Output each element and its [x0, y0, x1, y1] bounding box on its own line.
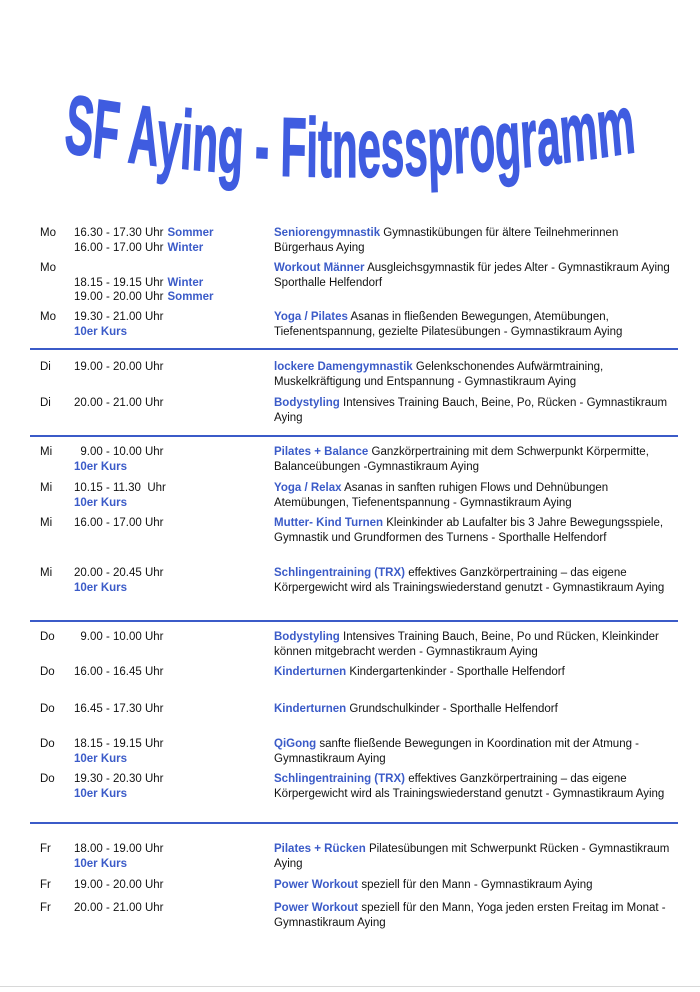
course-text: speziell für den Mann, Yoga jeden ersten Freitag im Monat - Gymnastikraum Aying: [274, 902, 666, 929]
entry-day: Mi: [40, 567, 53, 579]
entry-day: Do: [40, 738, 55, 750]
time-line: [74, 516, 164, 531]
time-tag: 10er Kurs: [74, 787, 128, 800]
time-range: 16.00 - 17.00 Uhr: [74, 241, 164, 254]
day-separator: [30, 348, 678, 350]
course-text: speziell für den Mann - Gymnastikraum Aying: [361, 879, 593, 891]
entry-day: Do: [40, 703, 55, 715]
entry-description: [274, 630, 674, 659]
entry-time: [74, 360, 164, 375]
course-name: lockere Damengymnastik: [274, 361, 413, 373]
course-name: Kinderturnen: [274, 666, 347, 678]
time-line: [74, 276, 214, 291]
course-name: Seniorengymnastik: [274, 227, 381, 239]
time-range: 19.00 - 20.00 Uhr: [74, 291, 164, 303]
entry-day: Mo: [40, 262, 56, 274]
entry-day: Fr: [40, 879, 51, 891]
course-name: Schlingentraining (TRX): [274, 773, 405, 785]
entry-time: [74, 878, 164, 893]
time-line: [74, 772, 164, 787]
course-name: Yoga / Pilates: [274, 311, 348, 323]
course-name: Bodystyling: [274, 397, 340, 409]
entry-description: [274, 901, 674, 930]
entry-time: [74, 481, 166, 510]
course-text: Gelenkschonendes Aufwärmtraining, Muskelkräftigung und Entspannung - Gymnastikraum Aying: [274, 361, 604, 388]
entry-description: [274, 566, 674, 595]
course-name: Pilates + Balance: [274, 446, 369, 458]
time-line: [74, 737, 164, 752]
course-name: Bodystyling: [274, 631, 340, 643]
course-name: Workout Männer: [274, 262, 365, 274]
entry-description: [274, 481, 674, 510]
course-name: Power Workout: [274, 879, 359, 891]
entry-time: [74, 772, 164, 801]
time-line: [74, 496, 166, 511]
course-name: Mutter- Kind Turnen: [274, 517, 384, 529]
time-tag: Winter: [167, 241, 204, 254]
entry-time: [74, 396, 164, 411]
course-text: Pilatesübungen mit Schwerpunkt Rücken - Gymnastikraum Aying: [274, 843, 670, 870]
entry-time: [74, 261, 214, 305]
time-tag: 10er Kurs: [74, 581, 128, 594]
entry-time: [74, 226, 214, 255]
entry-description: [274, 702, 674, 717]
day-separator: [30, 822, 678, 824]
entry-description: [274, 878, 674, 893]
entry-time: [74, 665, 164, 680]
time-line: [74, 360, 164, 375]
time-line: [74, 842, 164, 857]
time-tag: 10er Kurs: [74, 857, 128, 870]
entry-day: Di: [40, 397, 51, 409]
time-line: [74, 857, 164, 872]
entry-day: Do: [40, 631, 55, 643]
time-line: [74, 226, 214, 241]
entry-description: [274, 360, 674, 389]
time-line: [74, 630, 164, 645]
course-text: Intensives Training Bauch, Beine, Po und Rücken, Kleinkinder können mitgebracht werden - Gymnastikraum Aying: [274, 631, 659, 658]
entry-day: Fr: [40, 902, 51, 914]
time-range: 9.00 - 10.00 Uhr: [74, 631, 164, 643]
course-text: Kindergartenkinder - Sporthalle Helfendorf: [349, 666, 565, 678]
day-separator: [30, 620, 678, 622]
time-range: 18.15 - 19.15 Uhr: [74, 276, 164, 289]
day-separator: [30, 435, 678, 437]
entry-day: Do: [40, 773, 55, 785]
entry-time: [74, 702, 164, 717]
entry-day: Do: [40, 666, 55, 678]
time-line: [74, 481, 166, 496]
entry-day: Mi: [40, 446, 53, 458]
entry-time: [74, 901, 164, 916]
entry-description: [274, 737, 674, 766]
time-range: 19.00 - 20.00 Uhr: [74, 879, 164, 891]
time-line: [74, 787, 164, 802]
course-text: Asanas in sanften ruhigen Flows und Dehnübungen Atemübungen, Tiefenentspannung - Gymnastikraum Aying: [274, 482, 609, 509]
time-range: 9.00 - 10.00 Uhr: [74, 446, 164, 458]
time-line: [74, 310, 164, 325]
time-line: [74, 261, 214, 276]
time-line: [74, 290, 214, 305]
entry-description: [274, 396, 674, 425]
time-range: 19.30 - 21.00 Uhr: [74, 311, 164, 323]
course-name: Power Workout: [274, 902, 359, 914]
time-range: 16.30 - 17.30 Uhr: [74, 227, 164, 239]
entry-time: [74, 842, 164, 871]
time-line: [74, 752, 164, 767]
time-line: [74, 702, 164, 717]
time-line: [74, 460, 164, 475]
entry-description: [274, 516, 674, 545]
time-tag: Winter: [167, 276, 204, 289]
entry-description: [274, 665, 674, 680]
time-range: 10.15 - 11.30 Uhr: [74, 482, 166, 494]
entry-description: [274, 445, 674, 474]
course-name: Pilates + Rücken: [274, 843, 366, 855]
entry-time: [74, 516, 164, 531]
time-range: 18.00 - 19.00 Uhr: [74, 843, 164, 855]
course-text: Kleinkinder ab Laufalter bis 3 Jahre Bewegungsspiele, Gymnastik und Grundformen des Turnens - Sporthalle Helfendorf: [274, 517, 664, 544]
course-text: sanfte fließende Bewegungen in Koordination mit der Atmung - Gymnastikraum Aying: [274, 738, 640, 765]
time-tag: 10er Kurs: [74, 460, 128, 473]
entry-description: [274, 842, 674, 871]
time-tag: Sommer: [167, 227, 214, 239]
time-range: 18.15 - 19.15 Uhr: [74, 738, 164, 750]
time-line: [74, 566, 164, 581]
time-range: 16.00 - 17.00 Uhr: [74, 517, 164, 529]
entry-day: Mi: [40, 482, 53, 494]
entry-day: Mi: [40, 517, 53, 529]
entry-description: [274, 310, 674, 339]
entry-day: Di: [40, 361, 51, 373]
page-bottom-rule: [0, 986, 700, 987]
time-line: [74, 665, 164, 680]
time-line: [74, 901, 164, 916]
course-name: Yoga / Relax: [274, 482, 342, 494]
entry-day: Fr: [40, 843, 51, 855]
time-line: [74, 878, 164, 893]
time-range: 20.00 - 21.00 Uhr: [74, 397, 164, 409]
time-range: 19.00 - 20.00 Uhr: [74, 361, 164, 373]
entry-time: [74, 310, 164, 339]
entry-description: [274, 772, 674, 801]
page-title: SF Aying - Fitnessprogramm: [61, 73, 656, 196]
course-text: Asanas in fließenden Bewegungen, Atemübungen, Tiefenentspannung, gezielte Pilatesübungen - Gymnastikraum Aying: [274, 311, 623, 338]
time-line: [74, 325, 164, 340]
time-range: 20.00 - 20.45 Uhr: [74, 567, 164, 579]
time-line: [74, 581, 164, 596]
time-line: [74, 396, 164, 411]
time-tag: 10er Kurs: [74, 496, 128, 509]
entry-description: [274, 261, 674, 290]
entry-description: [274, 226, 674, 255]
time-line: [74, 445, 164, 460]
course-text: Grundschulkinder - Sporthalle Helfendorf: [349, 703, 558, 715]
course-text: Ausgleichsgymnastik für jedes Alter - Gymnastikraum Aying Sporthalle Helfendorf: [274, 262, 670, 289]
course-text: Intensives Training Bauch, Beine, Po, Rücken - Gymnastikraum Aying: [274, 397, 668, 424]
entry-time: [74, 566, 164, 595]
time-range: 20.00 - 21.00 Uhr: [74, 902, 164, 914]
entry-day: Mo: [40, 311, 56, 323]
course-text: effektives Ganzkörpertraining – das eigene Körpergewicht wird als Trainingswiederstand genutzt - Gymnastikraum Aying: [274, 773, 665, 800]
entry-time: [74, 445, 164, 474]
time-tag: Sommer: [167, 291, 214, 303]
time-line: [74, 241, 214, 256]
course-text: Gymnastikübungen für ältere Teilnehmerinnen Bürgerhaus Aying: [274, 227, 619, 254]
entry-day: Mo: [40, 227, 56, 239]
time-range: 16.45 - 17.30 Uhr: [74, 703, 164, 715]
time-range: 19.30 - 20.30 Uhr: [74, 773, 164, 785]
time-tag: 10er Kurs: [74, 752, 128, 765]
course-text: effektives Ganzkörpertraining – das eigene Körpergewicht wird als Trainingswiederstand genutzt - Gymnastikraum Aying: [274, 567, 665, 594]
course-name: Schlingentraining (TRX): [274, 567, 405, 579]
course-name: Kinderturnen: [274, 703, 347, 715]
time-tag: 10er Kurs: [74, 325, 128, 338]
course-text: Ganzkörpertraining mit dem Schwerpunkt Körpermitte, Balanceübungen -Gymnastikraum Aying: [274, 446, 649, 473]
time-range: 16.00 - 16.45 Uhr: [74, 666, 164, 678]
course-name: QiGong: [274, 738, 317, 750]
entry-time: [74, 630, 164, 645]
entry-time: [74, 737, 164, 766]
